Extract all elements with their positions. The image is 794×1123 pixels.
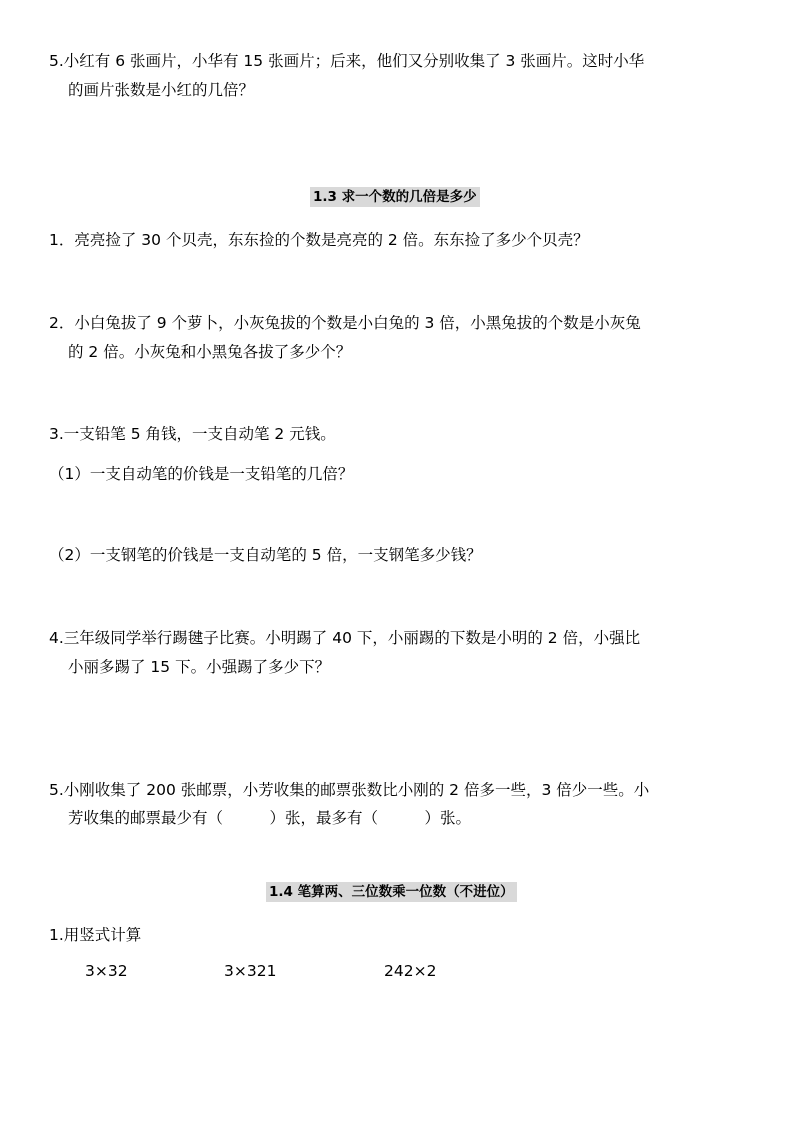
question-3-sub-2: （2）一支钢笔的价钱是一支自动笔的 5 倍，一支钢笔多少钱？ <box>49 546 482 564</box>
calc-item-3: 242×2 <box>384 962 437 980</box>
question-5-top-line-2: 的画片张数是小红的几倍？ <box>68 81 255 99</box>
question-3-intro: 3.一支铅笔 5 角钱，一支自动笔 2 元钱。 <box>49 425 336 443</box>
calc-item-1: 3×32 <box>85 962 128 980</box>
section-title-1-3: 1.3 求一个数的几倍是多少 <box>310 187 480 207</box>
question-2-line-2: 的 2 倍。小灰兔和小黑兔各拔了多少个？ <box>68 343 352 361</box>
question-5-line-2: 芳收集的邮票最少有（ ）张，最多有（ ）张。 <box>68 809 472 827</box>
calc-item-2: 3×321 <box>224 962 277 980</box>
question-1: 1．亮亮捡了 30 个贝壳，东东捡的个数是亮亮的 2 倍。东东捡了多少个贝壳？ <box>49 231 589 249</box>
question-4-line-2: 小丽多踢了 15 下。小强踢了多少下？ <box>68 658 331 676</box>
question-4-line-1: 4.三年级同学举行踢毽子比赛。小明踢了 40 下，小丽踢的下数是小明的 2 倍，小强比 <box>49 629 641 647</box>
calc-question-1: 1.用竖式计算 <box>49 926 142 944</box>
question-2-line-1: 2．小白兔拔了 9 个萝卜，小灰兔拔的个数是小白兔的 3 倍，小黑兔拔的个数是小灰兔 <box>49 314 641 332</box>
question-5-top-line-1: 5.小红有 6 张画片，小华有 15 张画片；后来，他们又分别收集了 3 张画片。这时小华 <box>49 52 645 70</box>
question-5-line-1: 5.小刚收集了 200 张邮票，小芳收集的邮票张数比小刚的 2 倍多一些，3 倍少一些。小 <box>49 781 650 799</box>
section-title-1-4: 1.4 笔算两、三位数乘一位数（不进位） <box>266 882 517 902</box>
question-3-sub-1: （1）一支自动笔的价钱是一支铅笔的几倍？ <box>49 465 354 483</box>
